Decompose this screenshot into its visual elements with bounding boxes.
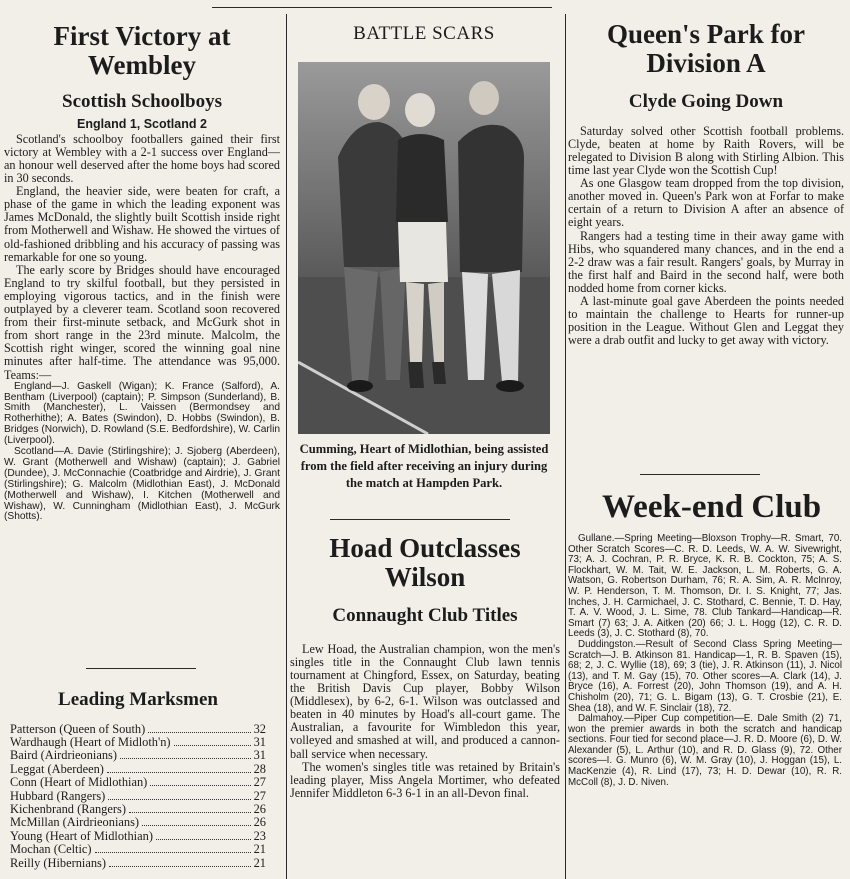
- week-end-club-results: [568, 534, 842, 788]
- article-body-hoad: [290, 643, 560, 800]
- photo-caption: Cumming, Heart of Midlothian, being assisted from the field after receiving an injury during the match at Hampden Park.: [299, 442, 549, 490]
- headline-line-2: Division A: [646, 48, 766, 79]
- subhead-clyde-going-down: Clyde Going Down: [628, 91, 784, 113]
- paragraph: The women's singles title was retained by Britain's leading player, Miss Angela Mortimer, who defeated Jennifer Middleton 6-3 6-1 in an all-Devon final.: [290, 759, 560, 800]
- marksman-goals: 31: [253, 748, 266, 763]
- paragraph: Lew Hoad, the Australian champion, won the men's singles title in the Connaught Club lawn tennis tournament at Chingford, Essex, on Saturday, beating the British Davis Cup player, Bobby Wilson (Middlesex), by 6-2, 6-1. Wilson was outclassed and beaten in 40 minutes by Hoad's all-court game. The Australian, a favourite for Wimbledon this year, volleyed and smashed at will, and produced a cannon-ball service when necessary.: [290, 641, 560, 761]
- leader-dots: [142, 825, 251, 826]
- headline-first-victory: [4, 22, 280, 80]
- marksman-name: Reilly (Hibernians): [10, 855, 107, 870]
- column-rule-left: [286, 14, 287, 879]
- marksman-name: Wardhaugh (Heart of Midloth'n): [10, 734, 171, 749]
- headline-line-1: First Victory at: [53, 21, 231, 51]
- heading-week-end-club: Week-end Club: [602, 489, 822, 525]
- paragraph: As one Glasgow team dropped from the top division, another moved in. Queen's Park won at Forfar to make certain of a return to Division A after an absence of eight years.: [568, 176, 844, 230]
- article-body-queens-park: [568, 125, 844, 348]
- leader-dots: [95, 852, 251, 853]
- paragraph: England, the heavier side, were beaten for craft, a phase of the game in which the leading exponent was James McDonald, the slightly built Scottish inside right from Motherwell and Wishaw. He showed the virtues of old-fashioned dribbling and his accuracy of passing was remarkable for one so young.: [4, 184, 280, 264]
- marksman-name: Kichenbrand (Rangers): [10, 801, 126, 816]
- club-result-gullane: Gullane.—Spring Meeting—Bloxson Trophy—R. Smart, 70. Other Scratch Scores—C. R. D. Leeds, W. A. W. Sivewright, 73; A. J. Cochran, P. R. Bryce, K. R. B. Cockton, 75; A. S. Flockhart, W. M. Tait, W. E. Jackson, L. M. Roberts, G. A. Watson, G. Robertson Durham, 76; R. A. Sim, A. R. McInroy, W. P. Henderson, T. M. Thomson, Dr. I. S. Knight, 77; Jas. Inches, J. H. Carmichael, J. C. Stothard, C. Bennie, T. D. Hay, T. A. V. Wood, J. L. Sime, 78. Club Tankard—Handicap—R. Smart (7) 63; J. A. Aitken (20) 66; J. L. Hogg (12), C. R. D. Leeds (3), J. C. Stothard (8), 70.: [568, 533, 842, 640]
- column-middle-lower: [290, 530, 560, 879]
- club-result-duddingston: Duddingston.—Result of Second Class Spring Meeting—Scratch—J. B. Atkinson 81. Handicap—1, R. B. Spaven (15), 68; 2, J. C. Wyllie (18), 69; 3 (tie), J. R. Atkinson (11), J. Nicol (13), and T. M. Gay (15), 70. Other scores—A. Clark (14), J. Bryce (16), A. Forrest (20), John Thomson (19), and A. H. Chisholm (20), 71; G. L. Bigam (13), G. T. Crosbie (21), E. Shea (18), and W. F. Sinclair (18), 72.: [568, 638, 842, 714]
- marksman-row: [10, 803, 266, 816]
- marksman-name: Mochan (Celtic): [10, 842, 92, 857]
- team-england: England—J. Gaskell (Wigan); K. France (Salford), A. Bentham (Liverpool) (captain); P. Simpson (Sunderland), B. Smith (Manchester), L. Vaissen (Bermondsey and Rotherhithe); A. Bates (Swindon), D. Hobbs (Swindon), B. Bridges (Norwich), D. Rowland (S.E. Bedfordshire), W. Carlin (Liverpool).: [4, 380, 280, 447]
- article-body-wembley: [4, 133, 280, 382]
- leader-dots: [150, 785, 250, 786]
- leader-dots: [109, 866, 251, 867]
- column-rule-right: [565, 14, 566, 879]
- match-score: England 1, Scotland 2: [77, 116, 207, 131]
- leader-dots: [174, 745, 251, 746]
- club-result-dalmahoy: Dalmahoy.—Piper Cup competition—E. Dale Smith (2) 71, won the premier awards in both the scratch and handicap sections. Four tied for second place—J. R. D. Moore (6), D. W. Alexander (5), L. Arthur (10), and R. D. Glass (9), 72. Other scores—I. G. Munro (6), W. M. Gray (10), J. Hoggan (15), L. MacKenzie (4), R. Lind (17), 73; H. D. Dewar (10), R. R. McColl (8), J. D. Niven.: [568, 713, 842, 788]
- marksman-name: Young (Heart of Midlothian): [10, 828, 153, 843]
- photo-illustration: [298, 62, 550, 434]
- paragraph: Scotland's schoolboy footballers gained their first victory at Wembley with a 2-1 success over England—an honour well deserved after the home boys had scored in 30 seconds.: [4, 131, 280, 186]
- marksman-row: [10, 857, 266, 870]
- subhead-scottish-schoolboys: Scottish Schoolboys: [62, 91, 222, 113]
- paragraph: A last-minute goal gave Aberdeen the points needed to maintain the challenge to Hearts for runner-up position in the League. Without Glen and Leggat they were a drab outfit and lucky to get away with victory.: [568, 294, 844, 348]
- paragraph: Rangers had a testing time in their away game with Hibs, who squandered many chances, and in the end a 2-2 draw was a fair result. Rangers' goals, by Murray in the first half and Baird in the second half, were both nodded home from corner kicks.: [568, 228, 844, 295]
- marksman-goals: 21: [253, 842, 266, 857]
- marksman-goals: 28: [253, 761, 266, 776]
- marksman-row: [10, 816, 266, 829]
- leader-dots: [120, 758, 251, 759]
- paragraph: The early score by Bridges should have encouraged England to try skilful football, but they persisted in employing vigorous tactics, and in the finish were outplayed by a cleverer team. Scotland soon recovered from their first-minute setback, and McGurk shot in from short range in the 23rd minute. Malcolm, the Scottish right winger, scored the winning goal nine minutes after half-time. The attendance was 95,000. Teams:—: [4, 262, 280, 382]
- marksmen-list: [10, 723, 266, 870]
- marksman-row: [10, 723, 266, 736]
- leader-dots: [129, 812, 251, 813]
- marksman-name: Leggat (Aberdeen): [10, 761, 104, 776]
- marksman-goals: 27: [253, 775, 266, 790]
- marksman-goals: 21: [253, 855, 266, 870]
- headline-line-1: Queen's Park for: [607, 19, 805, 49]
- marksman-row: [10, 736, 266, 749]
- marksman-goals: 31: [253, 734, 266, 749]
- battle-scars-photo: [298, 62, 550, 434]
- column-left: [4, 0, 280, 879]
- headline-hoad-outclasses: [290, 534, 560, 592]
- marksman-goals: 23: [253, 828, 266, 843]
- marksman-name: Conn (Heart of Midlothian): [10, 775, 148, 790]
- marksman-name: Hubbard (Rangers): [10, 788, 106, 803]
- marksman-row: [10, 830, 266, 843]
- team-scotland: Scotland—A. Davie (Stirlingshire); J. Sjoberg (Aberdeen), W. Grant (Motherwell and Wishaw) (captain); J. Gabriel (Dundee), J. McConnachie (Coatbridge and Airdrie), J. Grant (Stirlingshire); G. Malcolm (Midlothian East), J. McDonald (Motherwell and Wishaw), I. Kitchen (Motherwell and Wishaw), W. Cunningham (Midlothian East), J. McGurk (Shotts).: [4, 446, 280, 523]
- heading-leading-marksmen: Leading Marksmen: [58, 689, 218, 710]
- marksman-row: [10, 763, 266, 776]
- paragraph: Saturday solved other Scottish football problems. Clyde, beaten at home by Raith Rovers, will be relegated to Division B along with Stirling Albion. This time last year Clyde won the Scottish Cup!: [568, 123, 844, 178]
- marksman-name: Patterson (Queen of South): [10, 721, 146, 736]
- headline-queens-park: [568, 20, 844, 78]
- leader-dots: [107, 772, 251, 773]
- leader-dots: [148, 732, 250, 733]
- photo-title: BATTLE SCARS: [353, 23, 495, 44]
- team-lineups: [4, 382, 280, 524]
- subhead-connaught-club: Connaught Club Titles: [332, 605, 518, 627]
- marksman-row: [10, 749, 266, 762]
- marksman-row: [10, 790, 266, 803]
- marksman-goals: 32: [253, 721, 266, 736]
- marksman-row: [10, 843, 266, 856]
- leader-dots: [156, 839, 251, 840]
- headline-line-2: Wilson: [384, 562, 466, 593]
- column-right: [568, 0, 850, 879]
- leader-dots: [108, 799, 250, 800]
- marksman-name: McMillan (Airdrieonians): [10, 815, 140, 830]
- marksman-goals: 26: [253, 801, 266, 816]
- marksman-name: Baird (Airdrieonians): [10, 748, 118, 763]
- headline-line-1: Hoad Outclasses: [329, 533, 521, 563]
- marksman-goals: 26: [253, 815, 266, 830]
- marksman-row: [10, 776, 266, 789]
- headline-line-2: Wembley: [88, 50, 196, 81]
- marksman-goals: 27: [253, 788, 266, 803]
